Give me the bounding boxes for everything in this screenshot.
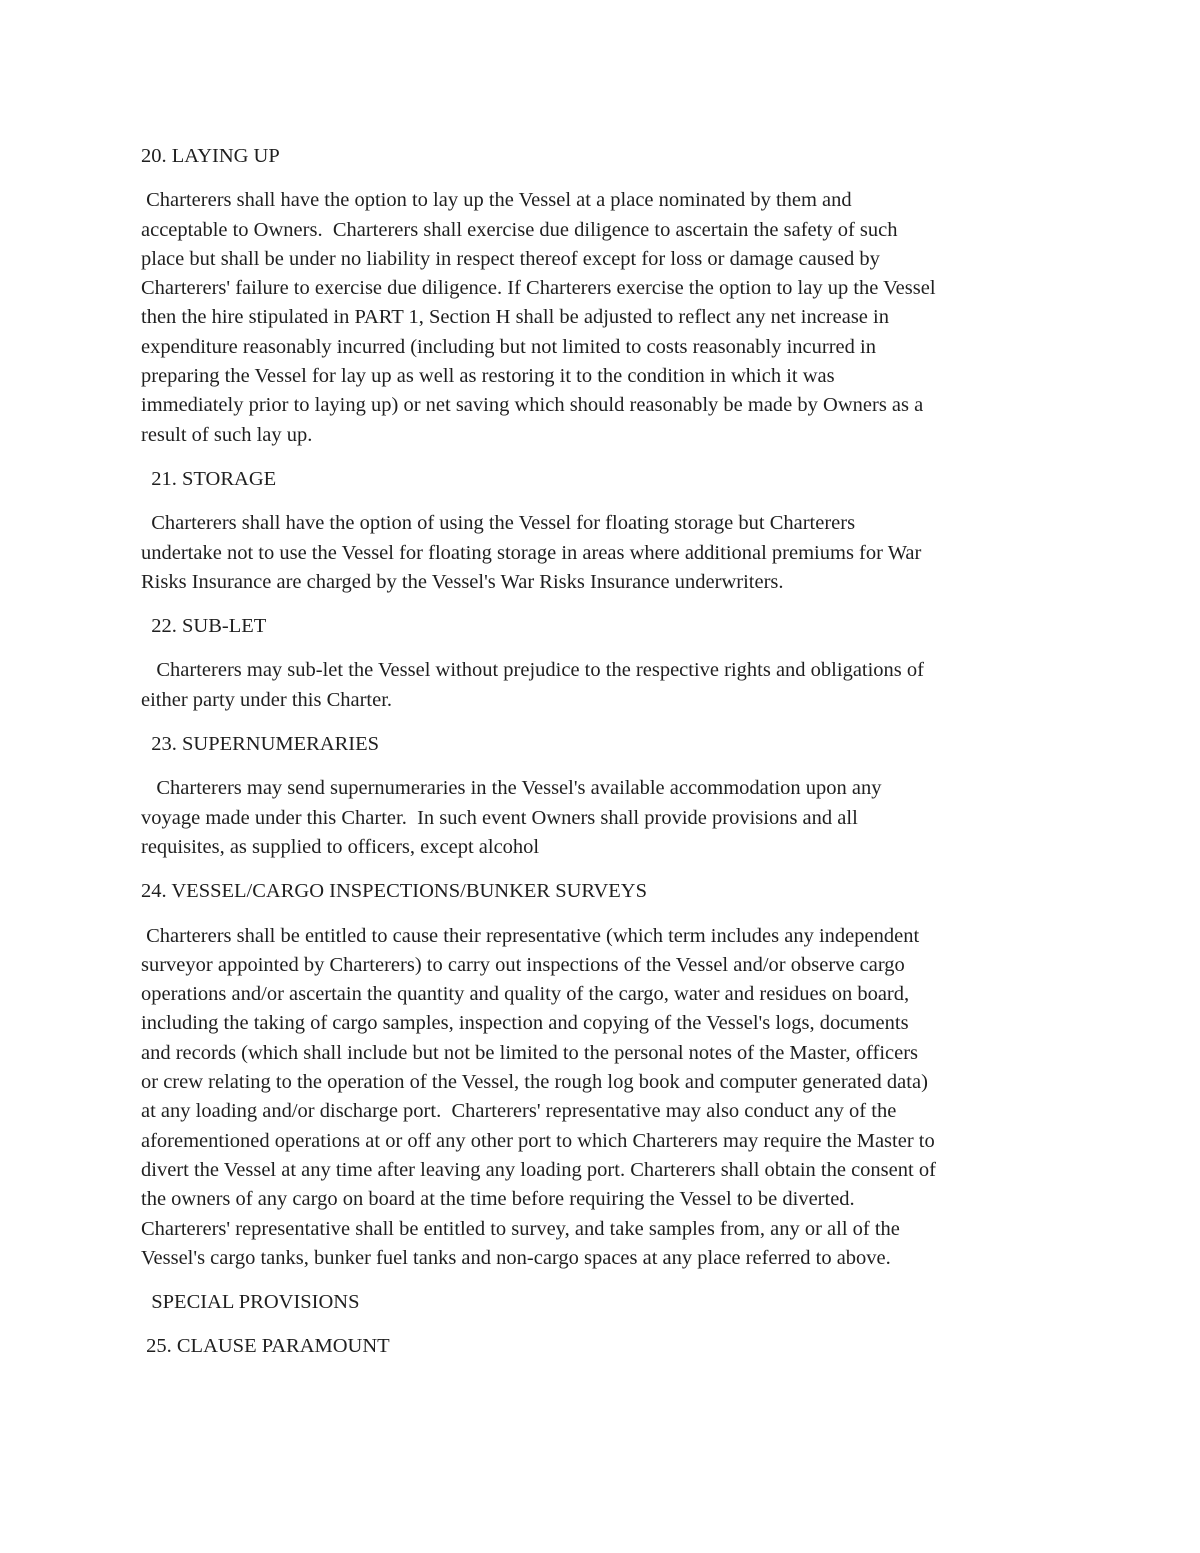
section-heading-storage: 21. STORAGE — [141, 467, 277, 490]
text-line: Charterers' failure to exercise due diligence. If Charterers exercise the option to lay up the Vessel — [141, 277, 936, 300]
section-heading-special-provisions: SPECIAL PROVISIONS — [141, 1291, 360, 1314]
text-line: Risks Insurance are charged by the Vessel's War Risks Insurance underwriters. — [141, 570, 784, 593]
section-heading-supernumeraries: 23. SUPERNUMERARIES — [141, 733, 380, 756]
section-heading-sub-let: 22. SUB-LET — [141, 615, 267, 638]
text-line: requisites, as supplied to officers, except alcohol — [141, 835, 540, 858]
text-line: at any loading and/or discharge port. Charterers' representative may also conduct any of the — [141, 1100, 897, 1123]
text-line: then the hire stipulated in PART 1, Section H shall be adjusted to reflect any net increase in — [141, 306, 889, 329]
section-body-inspections — [141, 922, 1066, 1274]
text-line: Charterers' representative shall be entitled to survey, and take samples from, any or all of the — [141, 1217, 900, 1240]
text-line: voyage made under this Charter. In such event Owners shall provide provisions and all — [141, 806, 858, 829]
text-line: Charterers may send supernumeraries in the Vessel's available accommodation upon any — [141, 777, 882, 800]
text-line: aforementioned operations at or off any other port to which Charterers may require the Master to — [141, 1129, 935, 1152]
section-body-laying-up — [141, 186, 1066, 450]
text-line: surveyor appointed by Charterers) to carry out inspections of the Vessel and/or observe cargo — [141, 953, 905, 976]
document-body — [141, 142, 1066, 1362]
text-line: Charterers shall be entitled to cause their representative (which term includes any independent — [141, 924, 920, 947]
text-line: acceptable to Owners. Charterers shall exercise due diligence to ascertain the safety of such — [141, 218, 898, 241]
text-line: or crew relating to the operation of the Vessel, the rough log book and computer generated data) — [141, 1071, 928, 1094]
text-line: Charterers shall have the option of using the Vessel for floating storage but Charterers — [141, 512, 856, 535]
text-line: operations and/or ascertain the quantity and quality of the cargo, water and residues on board, — [141, 983, 910, 1006]
section-body-storage — [141, 509, 1066, 597]
text-line: divert the Vessel at any time after leaving any loading port. Charterers shall obtain the consent of — [141, 1158, 936, 1181]
text-line: either party under this Charter. — [141, 688, 393, 711]
text-line: immediately prior to laying up) or net saving which should reasonably be made by Owners as a — [141, 394, 924, 417]
section-body-sub-let — [141, 656, 1066, 715]
section-heading-inspections: 24. VESSEL/CARGO INSPECTIONS/BUNKER SURVEYS — [141, 880, 647, 903]
text-line: and records (which shall include but not be limited to the personal notes of the Master, officers — [141, 1041, 919, 1064]
text-line: including the taking of cargo samples, inspection and copying of the Vessel's logs, documents — [141, 1012, 909, 1035]
text-line: result of such lay up. — [141, 423, 313, 446]
text-line: Vessel's cargo tanks, bunker fuel tanks and non-cargo spaces at any place referred to above. — [141, 1246, 891, 1269]
section-heading-laying-up: 20. LAYING UP — [141, 145, 280, 167]
text-line: place but shall be under no liability in respect thereof except for loss or damage caused by — [141, 247, 880, 270]
text-line: undertake not to use the Vessel for floating storage in areas where additional premiums for War — [141, 541, 922, 564]
text-line: preparing the Vessel for lay up as well as restoring it to the condition in which it was — [141, 365, 835, 388]
text-line: Charterers may sub-let the Vessel without prejudice to the respective rights and obligations of — [141, 659, 924, 682]
section-body-supernumeraries — [141, 774, 1066, 862]
text-line: expenditure reasonably incurred (including but not limited to costs reasonably incurred in — [141, 335, 876, 358]
section-heading-clause-paramount: 25. CLAUSE PARAMOUNT — [141, 1335, 390, 1358]
text-line: Charterers shall have the option to lay up the Vessel at a place nominated by them and — [141, 189, 852, 212]
text-line: the owners of any cargo on board at the time before requiring the Vessel to be diverted. — [141, 1188, 855, 1211]
